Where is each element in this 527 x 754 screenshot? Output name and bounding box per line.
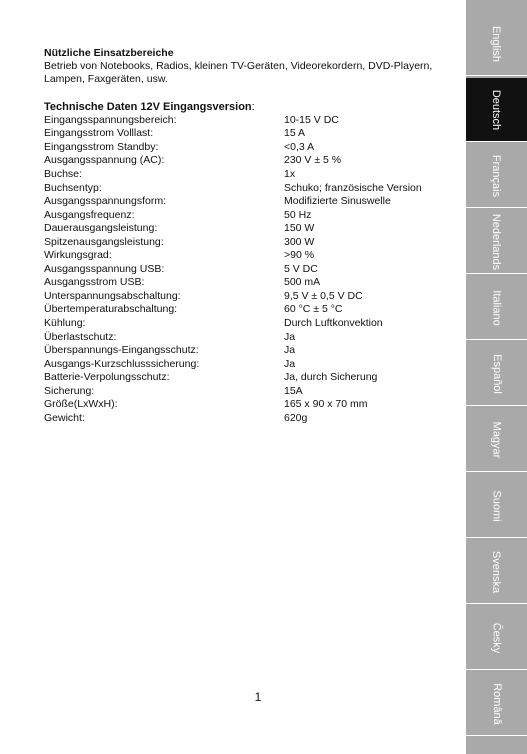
spec-label: Übertemperaturabschaltung: — [44, 303, 178, 316]
spec-row — [44, 317, 464, 331]
specs-heading-colon: : — [251, 100, 255, 113]
spec-value: Modifizierte Sinuswelle — [284, 195, 391, 208]
spec-row — [44, 331, 464, 345]
spec-row — [44, 114, 464, 128]
language-tab-italiano[interactable] — [466, 276, 527, 340]
language-tab-suomi[interactable] — [466, 474, 527, 538]
language-tab-magyar[interactable] — [466, 408, 527, 472]
spec-label: Ausgangsfrequenz: — [44, 208, 135, 221]
spec-label: Ausgangs-Kurzschlusssicherung: — [44, 357, 200, 370]
page-number: 1 — [254, 690, 262, 704]
spec-label: Wirkungsgrad: — [44, 249, 112, 262]
spec-label: Sicherung: — [44, 384, 95, 397]
language-tab-label: Česky — [490, 622, 503, 653]
language-tab-label: Nederlands — [490, 213, 503, 270]
language-tab-română[interactable] — [466, 672, 527, 736]
spec-label: Ausgangsstrom USB: — [44, 276, 145, 289]
spec-value: Durch Luftkonvektion — [284, 317, 383, 330]
spec-label: Ausgangsspannung (AC): — [44, 154, 165, 167]
spec-label: Batterie-Verpolungsschutz: — [44, 371, 170, 384]
spec-value: 15A — [284, 384, 303, 397]
spec-value: 230 V ± 5 % — [284, 154, 342, 167]
spec-value: 15 A — [284, 127, 306, 140]
uses-paragraph: Betrieb von Notebooks, Radios, kleinen TV-Geräten, Videorekordern, DVD-Playern, Lampen, Faxgeräten, usw. — [44, 60, 433, 86]
spec-row — [44, 276, 464, 290]
spec-label: Buchse: — [44, 168, 82, 180]
spec-value: >90 % — [284, 249, 315, 262]
spec-value: 9,5 V ± 0,5 V DC — [284, 289, 363, 302]
spec-label: Eingangsspannungsbereich: — [44, 113, 177, 126]
language-sidebar — [466, 0, 527, 754]
spec-label: Spitzenausgangsleistung: — [44, 235, 164, 248]
spec-label: Eingangsstrom Volllast: — [44, 127, 154, 140]
spec-value: <0,3 A — [284, 140, 315, 153]
spec-row — [44, 398, 464, 412]
language-tab-français[interactable] — [466, 144, 527, 208]
language-tab-deutsch[interactable] — [466, 78, 527, 142]
spec-value: 50 Hz — [284, 208, 312, 221]
language-tab-česky[interactable] — [466, 606, 527, 670]
spec-row — [44, 249, 464, 263]
spec-value: 165 x 90 x 70 mm — [284, 398, 368, 411]
language-tab-english[interactable] — [466, 12, 527, 76]
spec-row — [44, 168, 464, 182]
spec-value: Ja — [284, 330, 296, 343]
spec-value: Schuko; französische Version — [284, 181, 422, 194]
spec-value: Ja, durch Sicherung — [284, 371, 378, 384]
spec-value: 60 °C ± 5 °C — [284, 303, 343, 316]
language-tab-label: Français — [490, 154, 503, 197]
spec-label: Überlastschutz: — [44, 330, 117, 343]
spec-row — [44, 154, 464, 168]
spec-value: 500 mA — [284, 276, 321, 289]
spec-value: 10-15 V DC — [284, 113, 339, 126]
spec-row — [44, 358, 464, 372]
spec-value: 620g — [284, 411, 308, 424]
spec-value: 150 W — [284, 222, 315, 235]
spec-row — [44, 385, 464, 399]
spec-row — [44, 263, 464, 277]
spec-label: Dauerausgangsleistung: — [44, 222, 158, 235]
spec-label: Eingangsstrom Standby: — [44, 140, 159, 153]
spec-label: Unterspannungsabschaltung: — [44, 289, 181, 302]
spec-row — [44, 222, 464, 236]
spec-label: Ausgangsspannungsform: — [44, 195, 166, 208]
spec-row — [44, 127, 464, 141]
language-tab-nederlands[interactable] — [466, 210, 527, 274]
spec-row — [44, 141, 464, 155]
language-tab-label: Magyar — [490, 421, 503, 458]
spec-table — [44, 114, 464, 426]
language-tab-label: Italiano — [490, 289, 503, 326]
spec-row — [44, 236, 464, 250]
spec-value: 300 W — [284, 235, 315, 248]
spec-label: Gewicht: — [44, 411, 85, 424]
language-tab-español[interactable] — [466, 342, 527, 406]
spec-row — [44, 209, 464, 223]
spec-value: 1x — [284, 168, 296, 180]
spec-label: Kühlung: — [44, 317, 86, 330]
language-tab-svenska[interactable] — [466, 540, 527, 604]
spec-row — [44, 195, 464, 209]
language-tab-label: Svenska — [490, 550, 503, 593]
language-tab-label: English — [490, 25, 503, 62]
spec-value: Ja — [284, 357, 296, 370]
spec-row — [44, 290, 464, 304]
language-tab-label: Română — [490, 682, 503, 725]
specs-heading-text: Technische Daten 12V Eingangsversion — [44, 100, 252, 113]
document-content — [44, 47, 464, 425]
spec-row — [44, 371, 464, 385]
spec-row — [44, 344, 464, 358]
language-tab-label: Suomi — [490, 489, 503, 522]
spec-label: Buchsentyp: — [44, 181, 102, 194]
spec-row — [44, 303, 464, 317]
spec-row — [44, 412, 464, 426]
uses-heading: Nützliche Einsatzbereiche — [44, 47, 174, 59]
spec-value: 5 V DC — [284, 262, 318, 275]
spec-label: Ausgangsspannung USB: — [44, 262, 165, 275]
spec-value: Ja — [284, 344, 296, 357]
spec-row — [44, 182, 464, 196]
specs-heading — [44, 100, 464, 114]
spec-label: Überspannungs-Eingangsschutz: — [44, 344, 199, 357]
language-tab-label: Deutsch — [490, 89, 503, 130]
spec-label: Größe(LxWxH): — [44, 398, 118, 411]
language-tab-label: Español — [490, 353, 503, 394]
